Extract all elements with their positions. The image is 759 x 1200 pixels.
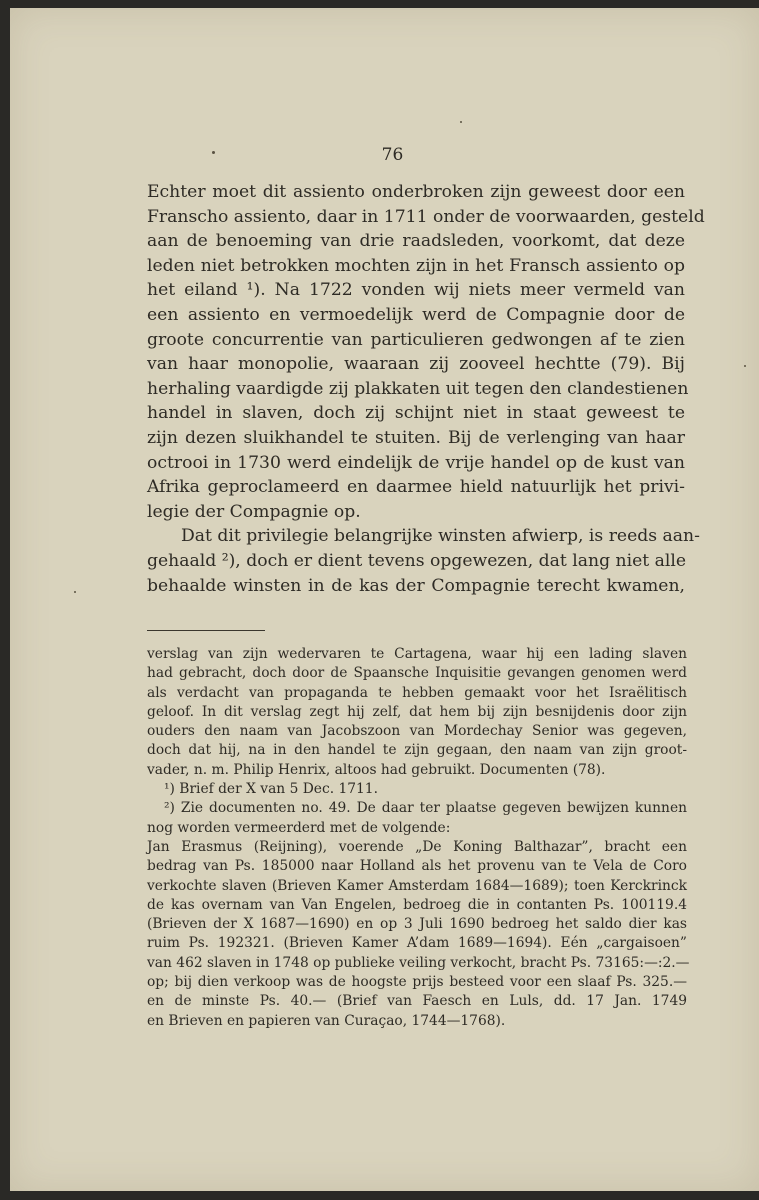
- footnote-line: ouders den naam van Jacobszoon van Mordechay Senior was gegeven,: [147, 723, 687, 740]
- footnote-line: doch dat hij, na in den handel te zijn gegaan, den naam van zijn groot-: [147, 742, 687, 759]
- text-line: zijn dezen sluikhandel te stuiten. Bij de verlenging van haar: [147, 427, 685, 448]
- text-line: Echter moet dit assiento onderbroken zijn geweest door een: [147, 182, 685, 202]
- text-line: Franscho assiento, daar in 1711 onder de voorwaarden, gesteld: [147, 206, 705, 227]
- footnote-line: ruim Ps. 192321. (Brieven Kamer A’dam 1689—1694). Eén „cargaisoen”: [147, 935, 687, 952]
- footnotes: [147, 645, 690, 1031]
- footnote-line: de kas overnam van Van Engelen, bedroeg die in contanten Ps. 100119.4: [147, 896, 687, 913]
- text-line: Afrika geproclameerd en daarmee hield natuurlijk het privi-: [147, 477, 685, 498]
- text-line: octrooi in 1730 werd eindelijk de vrije handel op de kust van: [147, 452, 685, 473]
- footnote-line: Jan Erasmus (Reijning), voerende „De Koning Balthazar”, bracht een: [147, 838, 687, 855]
- footnote-line: vader, n. m. Philip Henrix, altoos had gebruikt. Documenten (78).: [147, 761, 606, 778]
- ink-speck: [744, 365, 746, 367]
- footnote-line: bedrag van Ps. 185000 naar Holland als het provenu van te Vela de Coro: [147, 858, 687, 875]
- main-text: [147, 180, 705, 598]
- page-number: 76: [381, 145, 404, 165]
- text-line: Dat dit privilegie belangrijke winsten afwierp, is reeds aan-: [181, 526, 700, 547]
- footnote-line: verkochte slaven (Brieven Kamer Amsterdam 1684—1689); toen Kerckrinck: [147, 877, 687, 894]
- text-line: een assiento en vermoedelijk werd de Compagnie door de: [147, 304, 685, 325]
- text-line: behaalde winsten in de kas der Compagnie terecht kwamen,: [147, 575, 685, 596]
- text-line: leden niet betrokken mochten zijn in het Fransch assiento op: [147, 255, 685, 276]
- footnote-line: als verdacht van propaganda te hebben gemaakt voor het Israëlitisch: [147, 684, 687, 701]
- text-line: aan de benoeming van drie raadsleden, voorkomt, dat deze: [147, 231, 685, 252]
- text-line: het eiland ¹). Na 1722 vonden wij niets meer vermeld van: [147, 280, 685, 301]
- book-page: [10, 8, 759, 1191]
- text-line: legie der Compagnie op.: [147, 501, 361, 522]
- footnote-line: verslag van zijn wedervaren te Cartagena, waar hij een lading slaven: [147, 646, 687, 662]
- footnote-line: nog worden vermeerderd met de volgende:: [147, 819, 451, 836]
- footnote-2: ²) Zie documenten no. 49. De daar ter plaatse gegeven bewijzen kunnen: [164, 800, 687, 817]
- text-line: van haar monopolie, waaraan zij zooveel hechtte (79). Bij: [147, 354, 685, 375]
- text-line: gehaald ²), doch er dient tevens opgewezen, dat lang niet alle: [147, 550, 687, 571]
- footnote-line: geloof. In dit verslag zegt hij zelf, dat hem bij zijn besnijdenis door zijn: [147, 703, 687, 720]
- footnote-line: en Brieven en papieren van Curaçao, 1744—1768).: [147, 1012, 506, 1029]
- text-line: handel in slaven, doch zij schijnt niet in staat geweest te: [147, 403, 685, 424]
- footnote-line: van 462 slaven in 1748 op publieke veiling verkocht, bracht Ps. 73165:—:2.—: [147, 954, 690, 971]
- text-line: herhaling vaardigde zij plakkaten uit tegen den clandestienen: [147, 378, 689, 399]
- footnote-divider: [147, 630, 265, 631]
- text-line: groote concurrentie van particulieren gedwongen af te zien: [147, 329, 685, 350]
- footnote-1: ¹) Brief der X van 5 Dec. 1711.: [164, 781, 378, 798]
- ink-speck: [460, 121, 462, 123]
- footnote-line: op; bij dien verkoop was de hoogste prijs besteed voor een slaaf Ps. 325.—: [147, 974, 687, 991]
- footnote-line: en de minste Ps. 40.— (Brief van Faesch en Luls, dd. 17 Jan. 1749: [147, 993, 687, 1010]
- ink-speck: [74, 591, 76, 593]
- footnote-line: (Brieven der X 1687—1690) en op 3 Juli 1690 bedroeg het saldo dier kas: [147, 916, 687, 933]
- footnote-line: had gebracht, doch door de Spaansche Inquisitie gevangen genomen werd: [147, 665, 687, 682]
